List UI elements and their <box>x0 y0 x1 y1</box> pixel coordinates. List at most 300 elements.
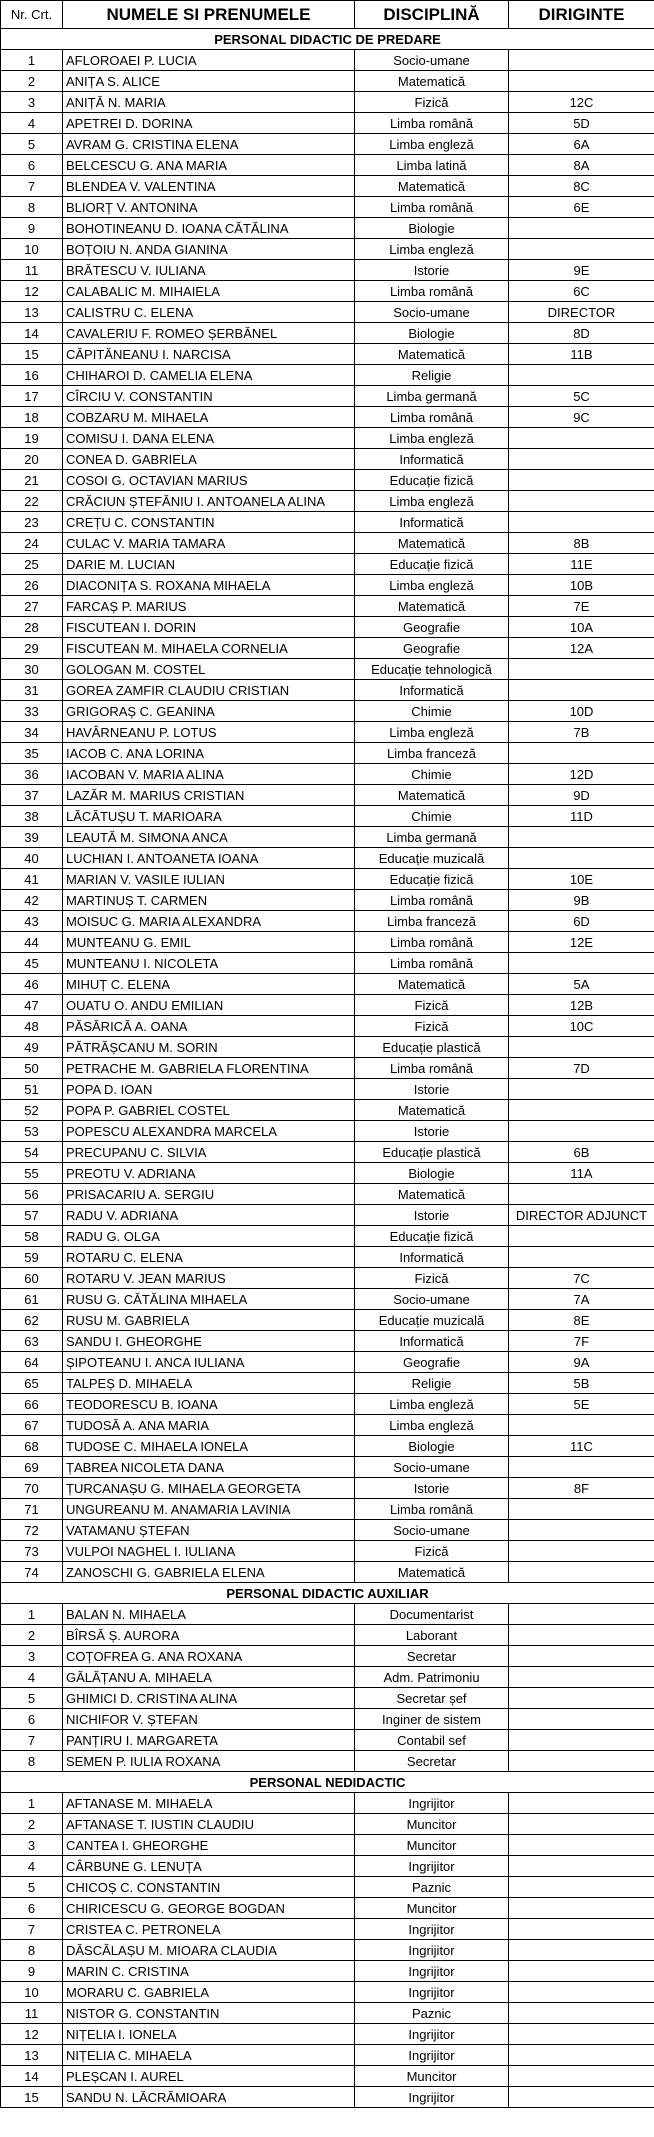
row-number: 39 <box>1 827 63 848</box>
staff-name: BRĂTESCU V. IULIANA <box>63 260 355 281</box>
row-number: 13 <box>1 2045 63 2066</box>
discipline: Limba română <box>355 1499 509 1520</box>
discipline: Socio-umane <box>355 302 509 323</box>
table-row <box>1 1247 654 1268</box>
table-row <box>1 806 654 827</box>
row-number: 36 <box>1 764 63 785</box>
staff-name: CULAC V. MARIA TAMARA <box>63 533 355 554</box>
table-row <box>1 1436 654 1457</box>
row-number: 2 <box>1 1625 63 1646</box>
staff-name: COMISU I. DANA ELENA <box>63 428 355 449</box>
table-row <box>1 71 654 92</box>
staff-name: BELCESCU G. ANA MARIA <box>63 155 355 176</box>
staff-name: CRISTEA C. PETRONELA <box>63 1919 355 1940</box>
table-row <box>1 1457 654 1478</box>
row-number: 35 <box>1 743 63 764</box>
discipline: Informatică <box>355 449 509 470</box>
discipline: Secretar șef <box>355 1688 509 1709</box>
row-number: 8 <box>1 1940 63 1961</box>
table-row <box>1 1856 654 1877</box>
table-row <box>1 2024 654 2045</box>
staff-name: GOLOGAN M. COSTEL <box>63 659 355 680</box>
staff-name: MARTINUȘ T. CARMEN <box>63 890 355 911</box>
discipline: Educație plastică <box>355 1142 509 1163</box>
staff-name: BOȚOIU N. ANDA GIANINA <box>63 239 355 260</box>
discipline: Educație tehnologică <box>355 659 509 680</box>
table-row <box>1 470 654 491</box>
diriginte-class <box>509 680 654 701</box>
row-number: 19 <box>1 428 63 449</box>
staff-name: ANIȚĂ N. MARIA <box>63 92 355 113</box>
discipline: Limba engleză <box>355 239 509 260</box>
staff-name: NICHIFOR V. ȘTEFAN <box>63 1709 355 1730</box>
diriginte-class <box>509 1415 654 1436</box>
discipline: Muncitor <box>355 1814 509 1835</box>
table-row <box>1 2003 654 2024</box>
table-row <box>1 113 654 134</box>
row-number: 8 <box>1 1751 63 1772</box>
table-row <box>1 2087 654 2108</box>
table-row <box>1 1541 654 1562</box>
staff-name: AVRAM G. CRISTINA ELENA <box>63 134 355 155</box>
discipline: Limba franceză <box>355 911 509 932</box>
diriginte-class <box>509 1919 654 1940</box>
row-number: 68 <box>1 1436 63 1457</box>
header-discipline: DISCIPLINĂ <box>355 1 509 29</box>
discipline: Limba engleză <box>355 491 509 512</box>
diriginte-class: DIRECTOR ADJUNCT <box>509 1205 654 1226</box>
staff-name: SEMEN P. IULIA ROXANA <box>63 1751 355 1772</box>
row-number: 38 <box>1 806 63 827</box>
staff-name: TUDOSĂ A. ANA MARIA <box>63 1415 355 1436</box>
staff-name: RUSU G. CĂTĂLINA MIHAELA <box>63 1289 355 1310</box>
discipline: Ingrijitor <box>355 1982 509 2003</box>
discipline: Documentarist <box>355 1604 509 1625</box>
diriginte-class: 6B <box>509 1142 654 1163</box>
diriginte-class <box>509 1940 654 1961</box>
staff-name: GĂLĂȚANU A. MIHAELA <box>63 1667 355 1688</box>
row-number: 6 <box>1 155 63 176</box>
staff-name: LAZĂR M. MARIUS CRISTIAN <box>63 785 355 806</box>
staff-name: TUDOSE C. MIHAELA IONELA <box>63 1436 355 1457</box>
discipline: Inginer de sistem <box>355 1709 509 1730</box>
staff-name: CALISTRU C. ELENA <box>63 302 355 323</box>
table-row <box>1 50 654 71</box>
diriginte-class: 12C <box>509 92 654 113</box>
row-number: 34 <box>1 722 63 743</box>
table-row <box>1 575 654 596</box>
diriginte-class: 8B <box>509 533 654 554</box>
discipline: Matematică <box>355 785 509 806</box>
table-row <box>1 1079 654 1100</box>
diriginte-class: 9B <box>509 890 654 911</box>
diriginte-class: 7D <box>509 1058 654 1079</box>
row-number: 4 <box>1 1856 63 1877</box>
staff-name: DIACONIȚA S. ROXANA MIHAELA <box>63 575 355 596</box>
discipline: Ingrijitor <box>355 2045 509 2066</box>
row-number: 49 <box>1 1037 63 1058</box>
discipline: Biologie <box>355 1436 509 1457</box>
staff-name: CHIHAROI D. CAMELIA ELENA <box>63 365 355 386</box>
diriginte-class <box>509 50 654 71</box>
row-number: 33 <box>1 701 63 722</box>
diriginte-class: 8A <box>509 155 654 176</box>
row-number: 57 <box>1 1205 63 1226</box>
diriginte-class <box>509 1898 654 1919</box>
staff-name: RADU G. OLGA <box>63 1226 355 1247</box>
staff-name: BALAN N. MIHAELA <box>63 1604 355 1625</box>
table-row <box>1 1709 654 1730</box>
discipline: Chimie <box>355 764 509 785</box>
staff-name: NISTOR G. CONSTANTIN <box>63 2003 355 2024</box>
discipline: Fizică <box>355 1268 509 1289</box>
discipline: Informatică <box>355 1247 509 1268</box>
staff-name: IACOB C. ANA LORINA <box>63 743 355 764</box>
table-row <box>1 302 654 323</box>
staff-name: FISCUTEAN M. MIHAELA CORNELIA <box>63 638 355 659</box>
staff-name: PETRACHE M. GABRIELA FLORENTINA <box>63 1058 355 1079</box>
staff-name: PĂSĂRICĂ A. OANA <box>63 1016 355 1037</box>
row-number: 51 <box>1 1079 63 1100</box>
row-number: 10 <box>1 1982 63 2003</box>
table-row <box>1 1331 654 1352</box>
discipline: Educație muzicală <box>355 1310 509 1331</box>
diriginte-class <box>509 1982 654 2003</box>
row-number: 20 <box>1 449 63 470</box>
section-header-row <box>1 1772 654 1793</box>
discipline: Limba română <box>355 1058 509 1079</box>
discipline: Educație plastică <box>355 1037 509 1058</box>
table-row <box>1 722 654 743</box>
diriginte-class: 9A <box>509 1352 654 1373</box>
diriginte-class <box>509 1793 654 1814</box>
row-number: 25 <box>1 554 63 575</box>
row-number: 9 <box>1 1961 63 1982</box>
diriginte-class: 12E <box>509 932 654 953</box>
diriginte-class: 9E <box>509 260 654 281</box>
diriginte-class <box>509 659 654 680</box>
row-number: 22 <box>1 491 63 512</box>
table-row <box>1 1058 654 1079</box>
diriginte-class <box>509 2087 654 2108</box>
staff-name: VULPOI NAGHEL I. IULIANA <box>63 1541 355 1562</box>
diriginte-class: 6D <box>509 911 654 932</box>
discipline: Matematică <box>355 533 509 554</box>
table-row <box>1 1121 654 1142</box>
table-row <box>1 1688 654 1709</box>
staff-name: NIȚELIA I. IONELA <box>63 2024 355 2045</box>
diriginte-class <box>509 512 654 533</box>
discipline: Socio-umane <box>355 1289 509 1310</box>
table-row <box>1 848 654 869</box>
diriginte-class: 11C <box>509 1436 654 1457</box>
staff-name: APETREI D. DORINA <box>63 113 355 134</box>
diriginte-class <box>509 848 654 869</box>
table-row <box>1 1268 654 1289</box>
staff-name: HAVÂRNEANU P. LOTUS <box>63 722 355 743</box>
staff-name: PREOTU V. ADRIANA <box>63 1163 355 1184</box>
staff-name: BLENDEA V. VALENTINA <box>63 176 355 197</box>
staff-name: ROTARU C. ELENA <box>63 1247 355 1268</box>
table-row <box>1 407 654 428</box>
staff-name: PĂTRĂȘCANU M. SORIN <box>63 1037 355 1058</box>
table-row <box>1 512 654 533</box>
table-row <box>1 974 654 995</box>
table-row <box>1 1667 654 1688</box>
staff-name: LUCHIAN I. ANTOANETA IOANA <box>63 848 355 869</box>
table-row <box>1 1646 654 1667</box>
diriginte-class <box>509 1541 654 1562</box>
discipline: Matematică <box>355 71 509 92</box>
table-row <box>1 1163 654 1184</box>
row-number: 16 <box>1 365 63 386</box>
staff-name: ZANOSCHI G. GABRIELA ELENA <box>63 1562 355 1583</box>
row-number: 11 <box>1 2003 63 2024</box>
row-number: 67 <box>1 1415 63 1436</box>
discipline: Secretar <box>355 1646 509 1667</box>
discipline: Educație fizică <box>355 554 509 575</box>
table-row <box>1 1898 654 1919</box>
discipline: Ingrijitor <box>355 1919 509 1940</box>
table-row <box>1 2066 654 2087</box>
staff-name: CONEA D. GABRIELA <box>63 449 355 470</box>
discipline: Socio-umane <box>355 1520 509 1541</box>
discipline: Informatică <box>355 680 509 701</box>
diriginte-class <box>509 953 654 974</box>
diriginte-class: 10A <box>509 617 654 638</box>
diriginte-class: 9C <box>509 407 654 428</box>
diriginte-class <box>509 1604 654 1625</box>
discipline: Limba engleză <box>355 428 509 449</box>
diriginte-class <box>509 2066 654 2087</box>
row-number: 14 <box>1 323 63 344</box>
diriginte-class: 7F <box>509 1331 654 1352</box>
discipline: Limba engleză <box>355 134 509 155</box>
table-row <box>1 1940 654 1961</box>
row-number: 29 <box>1 638 63 659</box>
discipline: Religie <box>355 365 509 386</box>
discipline: Istorie <box>355 1121 509 1142</box>
table-row <box>1 1226 654 1247</box>
diriginte-class: 5C <box>509 386 654 407</box>
diriginte-class <box>509 1877 654 1898</box>
staff-name: COȚOFREA G. ANA ROXANA <box>63 1646 355 1667</box>
diriginte-class: DIRECTOR <box>509 302 654 323</box>
staff-name: AFLOROAEI P. LUCIA <box>63 50 355 71</box>
table-header <box>1 1 654 29</box>
diriginte-class <box>509 1100 654 1121</box>
row-number: 12 <box>1 2024 63 2045</box>
row-number: 1 <box>1 50 63 71</box>
table-row <box>1 1205 654 1226</box>
diriginte-class: 5D <box>509 113 654 134</box>
table-row <box>1 197 654 218</box>
staff-name: PANȚIRU I. MARGARETA <box>63 1730 355 1751</box>
diriginte-class <box>509 1961 654 1982</box>
staff-name: UNGUREANU M. ANAMARIA LAVINIA <box>63 1499 355 1520</box>
staff-name: MIHUȚ C. ELENA <box>63 974 355 995</box>
diriginte-class <box>509 2003 654 2024</box>
diriginte-class <box>509 2045 654 2066</box>
diriginte-class <box>509 1247 654 1268</box>
staff-name: BLIORȚ V. ANTONINA <box>63 197 355 218</box>
staff-name: POPA P. GABRIEL COSTEL <box>63 1100 355 1121</box>
table-row <box>1 323 654 344</box>
staff-name: POPA D. IOAN <box>63 1079 355 1100</box>
table-row <box>1 239 654 260</box>
row-number: 74 <box>1 1562 63 1583</box>
row-number: 26 <box>1 575 63 596</box>
discipline: Limba engleză <box>355 1415 509 1436</box>
staff-name: ROTARU V. JEAN MARIUS <box>63 1268 355 1289</box>
table-row <box>1 1478 654 1499</box>
table-row <box>1 1100 654 1121</box>
diriginte-class: 10B <box>509 575 654 596</box>
row-number: 3 <box>1 1646 63 1667</box>
row-number: 3 <box>1 1835 63 1856</box>
diriginte-class: 10C <box>509 1016 654 1037</box>
discipline: Fizică <box>355 92 509 113</box>
discipline: Matematică <box>355 596 509 617</box>
table-row <box>1 155 654 176</box>
discipline: Limba engleză <box>355 1394 509 1415</box>
discipline: Muncitor <box>355 2066 509 2087</box>
staff-name: DĂSCĂLAȘU M. MIOARA CLAUDIA <box>63 1940 355 1961</box>
section-header-row <box>1 29 654 50</box>
table-row <box>1 2045 654 2066</box>
staff-name: IACOBAN V. MARIA ALINA <box>63 764 355 785</box>
row-number: 28 <box>1 617 63 638</box>
row-number: 30 <box>1 659 63 680</box>
section-title: PERSONAL NEDIDACTIC <box>1 1772 654 1793</box>
diriginte-class <box>509 1751 654 1772</box>
staff-name: LEAUTĂ M. SIMONA ANCA <box>63 827 355 848</box>
diriginte-class: 5E <box>509 1394 654 1415</box>
row-number: 45 <box>1 953 63 974</box>
discipline: Limba română <box>355 113 509 134</box>
staff-name: CRĂCIUN ȘTEFĂNIU I. ANTOANELA ALINA <box>63 491 355 512</box>
table-row <box>1 1520 654 1541</box>
diriginte-class <box>509 1625 654 1646</box>
row-number: 1 <box>1 1793 63 1814</box>
diriginte-class <box>509 1856 654 1877</box>
staff-name: COSOI G. OCTAVIAN MARIUS <box>63 470 355 491</box>
table-row <box>1 134 654 155</box>
row-number: 7 <box>1 1730 63 1751</box>
diriginte-class <box>509 1835 654 1856</box>
row-number: 15 <box>1 2087 63 2108</box>
staff-name: OUATU O. ANDU EMILIAN <box>63 995 355 1016</box>
staff-name: SANDU N. LĂCRĂMIOARA <box>63 2087 355 2108</box>
row-number: 8 <box>1 197 63 218</box>
discipline: Limba germană <box>355 386 509 407</box>
staff-name: MOISUC G. MARIA ALEXANDRA <box>63 911 355 932</box>
row-number: 14 <box>1 2066 63 2087</box>
table-row <box>1 554 654 575</box>
discipline: Limba engleză <box>355 575 509 596</box>
discipline: Contabil sef <box>355 1730 509 1751</box>
row-number: 15 <box>1 344 63 365</box>
staff-name: MORARU C. GABRIELA <box>63 1982 355 2003</box>
staff-name: CAVALERIU F. ROMEO ȘERBĂNEL <box>63 323 355 344</box>
discipline: Limba franceză <box>355 743 509 764</box>
row-number: 2 <box>1 71 63 92</box>
diriginte-class <box>509 1709 654 1730</box>
row-number: 5 <box>1 1688 63 1709</box>
table-row <box>1 596 654 617</box>
discipline: Educație fizică <box>355 1226 509 1247</box>
staff-name: PRECUPANU C. SILVIA <box>63 1142 355 1163</box>
discipline: Informatică <box>355 512 509 533</box>
section-title: PERSONAL DIDACTIC DE PREDARE <box>1 29 654 50</box>
discipline: Educație fizică <box>355 470 509 491</box>
discipline: Matematică <box>355 1562 509 1583</box>
row-number: 24 <box>1 533 63 554</box>
diriginte-class: 12D <box>509 764 654 785</box>
staff-name: SANDU I. GHEORGHE <box>63 1331 355 1352</box>
discipline: Religie <box>355 1373 509 1394</box>
table-row <box>1 995 654 1016</box>
staff-name: CANTEA I. GHEORGHE <box>63 1835 355 1856</box>
row-number: 40 <box>1 848 63 869</box>
table-row <box>1 1394 654 1415</box>
discipline: Ingrijitor <box>355 1856 509 1877</box>
discipline: Istorie <box>355 260 509 281</box>
table-row <box>1 1604 654 1625</box>
discipline: Chimie <box>355 701 509 722</box>
diriginte-class <box>509 1667 654 1688</box>
staff-name: CÎRCIU V. CONSTANTIN <box>63 386 355 407</box>
row-number: 46 <box>1 974 63 995</box>
diriginte-class: 11E <box>509 554 654 575</box>
row-number: 56 <box>1 1184 63 1205</box>
diriginte-class <box>509 428 654 449</box>
discipline: Biologie <box>355 323 509 344</box>
table-row <box>1 911 654 932</box>
header-diriginte: DIRIGINTE <box>509 1 654 29</box>
table-row <box>1 785 654 806</box>
table-row <box>1 1814 654 1835</box>
header-name: NUMELE SI PRENUMELE <box>63 1 355 29</box>
discipline: Istorie <box>355 1478 509 1499</box>
staff-name: AFTANASE T. IUSTIN CLAUDIU <box>63 1814 355 1835</box>
table-row <box>1 1835 654 1856</box>
table-row <box>1 1415 654 1436</box>
table-row <box>1 1982 654 2003</box>
row-number: 37 <box>1 785 63 806</box>
diriginte-class: 8C <box>509 176 654 197</box>
diriginte-class <box>509 218 654 239</box>
row-number: 44 <box>1 932 63 953</box>
row-number: 21 <box>1 470 63 491</box>
staff-name: ȘIPOTEANU I. ANCA IULIANA <box>63 1352 355 1373</box>
table-row <box>1 680 654 701</box>
diriginte-class <box>509 1814 654 1835</box>
staff-name: NIȚELIA C. MIHAELA <box>63 2045 355 2066</box>
discipline: Istorie <box>355 1079 509 1100</box>
table-row <box>1 218 654 239</box>
diriginte-class: 6A <box>509 134 654 155</box>
row-number: 59 <box>1 1247 63 1268</box>
staff-name: CÂRBUNE G. LENUȚA <box>63 1856 355 1877</box>
staff-name: MUNTEANU G. EMIL <box>63 932 355 953</box>
discipline: Limba română <box>355 953 509 974</box>
row-number: 4 <box>1 113 63 134</box>
staff-name: TALPEȘ D. MIHAELA <box>63 1373 355 1394</box>
diriginte-class <box>509 71 654 92</box>
table-row <box>1 1793 654 1814</box>
table-row <box>1 827 654 848</box>
